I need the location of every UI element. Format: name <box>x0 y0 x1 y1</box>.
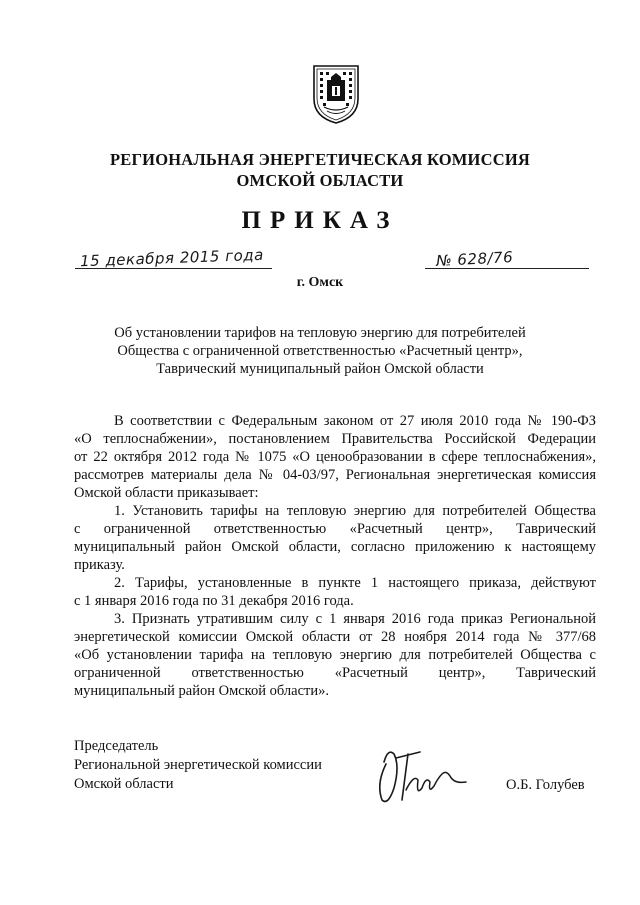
body-line: с 1 января 2016 года по 31 декабря 2016 года. <box>74 593 354 609</box>
body-line: В соответствии с Федеральным законом от 27 июля 2010 года № 190-ФЗ <box>114 413 596 429</box>
date-underline <box>75 268 272 269</box>
document-type-title: ПРИКАЗ <box>241 207 399 234</box>
signatory-title-line: Региональной энергетической комиссии <box>74 757 322 773</box>
body-line: «Об установлении тарифа на тепловую энергию для потребителей Общества с <box>74 647 596 663</box>
handwritten-date: 15 декабря 2015 года <box>79 245 265 271</box>
org-name-line2: ОМСКОЙ ОБЛАСТИ <box>236 171 404 190</box>
body-line: ограниченной ответственностью «Расчетный центр», Таврический <box>74 665 596 681</box>
handwritten-number: № 628/76 <box>435 247 514 271</box>
body-line: 3. Признать утратившим силу с 1 января 2016 года приказ Региональной <box>114 611 596 627</box>
signatory-title-line: Омской области <box>74 776 174 792</box>
city-label: г. Омск <box>296 275 344 290</box>
omsk-coat-of-arms-icon <box>311 63 361 125</box>
body-line: энергетической комиссии Омской области от 28 ноября 2014 года № 377/68 <box>74 629 596 645</box>
order-subject <box>60 324 580 378</box>
body-line: 2. Тарифы, установленные в пункте 1 настоящего приказа, действуют <box>114 575 596 591</box>
body-line: приказу. <box>74 557 125 573</box>
body-line: Омской области приказывает: <box>74 485 259 501</box>
signatory-title <box>74 737 322 794</box>
signatory-title-line: Председатель <box>74 738 159 754</box>
body-line: муниципальный район Омской области, согласно приложению к настоящему <box>74 539 596 555</box>
signatory-name: О.Б. Голубев <box>506 777 585 793</box>
body-line: с ограниченной ответственностью «Расчетный центр», Таврический <box>74 521 596 537</box>
body-line: рассмотрев материалы дела № 04-03/97, Региональная энергетическая комиссия <box>74 467 596 483</box>
order-body <box>74 412 596 700</box>
body-line: «О теплоснабжении», постановлением Правительства Российской Федерации <box>74 431 596 447</box>
body-line: муниципальный район Омской области». <box>74 683 329 699</box>
body-line: 1. Установить тарифы на тепловую энергию для потребителей Общества <box>114 503 596 519</box>
body-line: от 22 октября 2012 года № 1075 «О ценообразовании в сфере теплоснабжения», <box>74 449 596 465</box>
subject-line: Об установлении тарифов на тепловую энергию для потребителей <box>114 325 526 341</box>
subject-line: Таврический муниципальный район Омской области <box>156 361 484 377</box>
org-name-line1: РЕГИОНАЛЬНАЯ ЭНЕРГЕТИЧЕСКАЯ КОМИССИЯ <box>110 150 530 169</box>
subject-line: Общества с ограниченной ответственностью «Расчетный центр», <box>117 343 523 359</box>
number-underline <box>425 268 589 269</box>
handwritten-signature-icon <box>372 744 468 806</box>
